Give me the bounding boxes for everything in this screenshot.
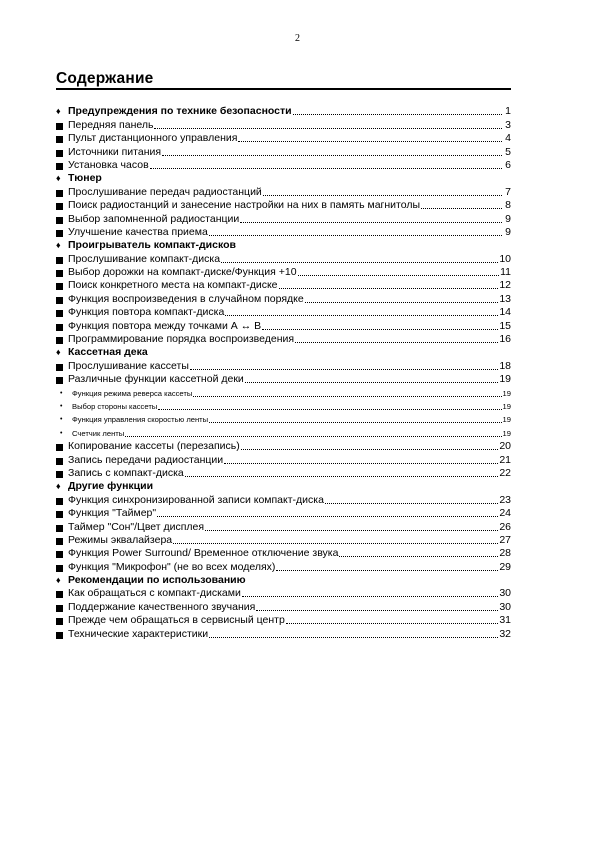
square-bullet-icon [56, 297, 68, 306]
diamond-bullet-icon: ♦ [56, 240, 61, 251]
toc-entry-label: Выбор запомненной радиостанции [68, 212, 240, 225]
toc-entry-page: 14 [499, 306, 511, 319]
square-bullet-icon [56, 217, 68, 226]
dot-leader [242, 595, 498, 597]
toc-entry [56, 145, 511, 158]
toc-entry [56, 547, 511, 560]
toc-entry-label: Установка часов [68, 158, 149, 171]
square-bullet-icon [56, 324, 68, 333]
toc-entry [56, 118, 511, 131]
toc-entry-page: 22 [499, 466, 511, 479]
square-bullet-icon [56, 458, 68, 467]
dot-leader [339, 555, 498, 557]
toc-entry-label: Программирование порядка воспроизведения [68, 333, 295, 346]
dot-leader [286, 622, 499, 624]
toc-entry [56, 266, 511, 279]
toc-entry [56, 159, 511, 172]
square-bullet-icon [56, 444, 68, 453]
toc-entry-label: Запись с компакт-диска [68, 466, 184, 479]
toc-entry-label: Передняя панель [68, 118, 154, 131]
circle-bullet-icon: • [60, 389, 63, 397]
toc-entry [56, 467, 511, 480]
square-bullet-icon [56, 525, 68, 534]
dot-leader [298, 274, 500, 276]
toc-entry-page: 30 [499, 600, 511, 613]
dot-leader [209, 421, 501, 423]
toc-entry-page: 29 [499, 560, 511, 573]
table-of-contents [56, 105, 511, 641]
dot-leader [209, 234, 502, 236]
toc-entry-label: Таймер "Сон"/Цвет дисплея [68, 520, 205, 533]
toc-entry-label: Прежде чем обращаться в сервисный центр [68, 614, 285, 627]
dot-leader [173, 542, 498, 544]
toc-entry-label: Предупреждения по технике безопасности [68, 105, 292, 118]
toc-entry [56, 252, 511, 265]
toc-entry-page: 31 [499, 614, 511, 627]
toc-entry-label: Пульт дистанционного управления [68, 132, 238, 145]
title-underline [56, 88, 511, 90]
dot-leader [125, 435, 501, 437]
circle-bullet-icon: • [60, 416, 63, 424]
toc-entry-page: 1 [505, 105, 511, 118]
toc-entry-label: Функция повтора компакт-диска [68, 306, 225, 319]
toc-entry [56, 279, 511, 292]
toc-entry [56, 413, 511, 426]
dot-leader [209, 636, 498, 638]
toc-entry-label: Технические характеристики [68, 627, 209, 640]
toc-entry [56, 226, 511, 239]
toc-entry-page: 23 [499, 493, 511, 506]
toc-entry-page: 19 [502, 415, 511, 425]
toc-entry [56, 453, 511, 466]
square-bullet-icon [56, 270, 68, 279]
toc-entry-label: Функция "Таймер" [68, 507, 157, 520]
dot-leader [224, 462, 498, 464]
toc-entry-label: Функция повтора между точками А ↔ В [68, 319, 262, 332]
toc-section-heading [56, 239, 511, 252]
toc-section-heading [56, 574, 511, 587]
square-bullet-icon [56, 471, 68, 480]
toc-entry-page: 19 [502, 401, 511, 411]
toc-entry [56, 212, 511, 225]
diamond-bullet-icon: ♦ [56, 575, 61, 586]
toc-entry-label: Выбор дорожки на компакт-диске/Функция +10 [68, 266, 297, 279]
square-bullet-icon [56, 632, 68, 641]
toc-entry-label: Как обращаться с компакт-дисками [68, 587, 241, 600]
toc-entry-page: 15 [499, 319, 511, 332]
dot-leader [221, 261, 498, 263]
toc-entry-page: 5 [505, 145, 511, 158]
dot-leader [205, 529, 498, 531]
toc-entry [56, 292, 511, 305]
toc-entry-page: 28 [499, 547, 511, 560]
diamond-bullet-icon: ♦ [56, 173, 61, 184]
dot-leader [158, 408, 501, 410]
dot-leader [185, 475, 499, 477]
toc-entry-page: 9 [505, 212, 511, 225]
toc-entry [56, 185, 511, 198]
page-title: Содержание [56, 70, 154, 87]
dot-leader [225, 314, 498, 316]
square-bullet-icon [56, 605, 68, 614]
toc-entry-label: Поддержание качественного звучания [68, 600, 256, 613]
dot-leader [421, 207, 502, 209]
toc-entry-label: Режимы эквалайзера [68, 533, 173, 546]
page-number: 2 [295, 33, 300, 44]
toc-entry-page: 7 [505, 185, 511, 198]
square-bullet-icon [56, 190, 68, 199]
toc-entry-label: Другие функции [68, 480, 154, 493]
dot-leader [193, 395, 501, 397]
square-bullet-icon [56, 310, 68, 319]
square-bullet-icon [56, 163, 68, 172]
toc-entry-page: 24 [499, 507, 511, 520]
dot-leader [276, 569, 498, 571]
square-bullet-icon [56, 565, 68, 574]
toc-entry-page: 6 [505, 158, 511, 171]
square-bullet-icon [56, 538, 68, 547]
toc-entry-label: Счетчик ленты [72, 428, 125, 438]
toc-entry-page: 8 [505, 199, 511, 212]
toc-entry [56, 560, 511, 573]
toc-entry [56, 493, 511, 506]
toc-entry [56, 400, 511, 413]
dot-leader [245, 381, 499, 383]
toc-entry-label: Прослушивание передач радиостанций [68, 185, 262, 198]
dot-leader [241, 448, 499, 450]
toc-entry-label: Прослушивание кассеты [68, 359, 189, 372]
toc-entry-page: 30 [499, 587, 511, 600]
toc-entry [56, 440, 511, 453]
toc-entry-page: 18 [499, 359, 511, 372]
square-bullet-icon [56, 511, 68, 520]
toc-entry-label: Функция синхронизированной записи компакт-диска [68, 493, 324, 506]
toc-section-heading [56, 480, 511, 493]
square-bullet-icon [56, 618, 68, 627]
toc-entry-page: 19 [499, 373, 511, 386]
circle-bullet-icon: • [60, 402, 63, 410]
square-bullet-icon [56, 203, 68, 212]
toc-entry-label: Запись передачи радиостанции [68, 453, 224, 466]
dot-leader [256, 609, 498, 611]
square-bullet-icon [56, 364, 68, 373]
toc-entry [56, 587, 511, 600]
toc-entry-label: Поиск конкретного места на компакт-диске [68, 279, 278, 292]
toc-entry-page: 12 [499, 279, 511, 292]
toc-entry [56, 627, 511, 640]
toc-entry [56, 520, 511, 533]
toc-entry [56, 507, 511, 520]
toc-entry [56, 105, 511, 118]
diamond-bullet-icon: ♦ [56, 347, 61, 358]
dot-leader [279, 287, 499, 289]
toc-entry-label: Проигрыватель компакт-дисков [68, 239, 236, 252]
circle-bullet-icon: • [60, 429, 63, 437]
square-bullet-icon [56, 136, 68, 145]
toc-entry-label: Поиск радиостанций и занесение настройки на них в память магнитолы [68, 199, 421, 212]
dot-leader [238, 140, 502, 142]
dot-leader [325, 502, 498, 504]
toc-entry-page: 13 [499, 292, 511, 305]
dot-leader [263, 194, 502, 196]
toc-entry [56, 373, 511, 386]
toc-entry-page: 20 [499, 440, 511, 453]
toc-entry-page: 11 [500, 266, 511, 279]
toc-entry-label: Функция Power Surround/ Временное отключение звука [68, 547, 339, 560]
dot-leader [305, 301, 499, 303]
dot-leader [157, 515, 498, 517]
square-bullet-icon [56, 498, 68, 507]
toc-entry [56, 199, 511, 212]
toc-entry-label: Копирование кассеты (перезапись) [68, 440, 240, 453]
toc-entry-page: 19 [502, 388, 511, 398]
toc-entry-label: Улучшение качества приема [68, 225, 208, 238]
dot-leader [162, 154, 502, 156]
toc-entry-label: Прослушивание компакт-диска [68, 252, 221, 265]
toc-entry-label: Выбор стороны кассеты [72, 401, 158, 411]
square-bullet-icon [56, 377, 68, 386]
toc-entry [56, 359, 511, 372]
dot-leader [240, 221, 502, 223]
toc-entry-page: 26 [499, 520, 511, 533]
toc-entry [56, 132, 511, 145]
toc-entry-label: Различные функции кассетной деки [68, 373, 244, 386]
toc-section-heading [56, 172, 511, 185]
toc-entry-label: Кассетная дека [68, 346, 148, 359]
toc-entry [56, 333, 511, 346]
square-bullet-icon [56, 337, 68, 346]
dot-leader [190, 368, 498, 370]
diamond-bullet-icon: ♦ [56, 106, 61, 117]
toc-entry-label: Функция воспроизведения в случайном порядке [68, 292, 304, 305]
diamond-bullet-icon: ♦ [56, 481, 61, 492]
toc-entry-label: Тюнер [68, 172, 102, 185]
toc-entry-page: 21 [499, 453, 511, 466]
square-bullet-icon [56, 591, 68, 600]
square-bullet-icon [56, 283, 68, 292]
toc-entry-page: 4 [505, 132, 511, 145]
toc-entry [56, 319, 511, 332]
toc-entry-page: 3 [505, 118, 511, 131]
toc-entry-label: Функция режима реверса кассеты [72, 388, 193, 398]
dot-leader [293, 113, 502, 115]
toc-entry [56, 306, 511, 319]
square-bullet-icon [56, 123, 68, 132]
dot-leader [262, 328, 498, 330]
toc-entry-page: 27 [499, 533, 511, 546]
toc-entry-label: Функция "Микрофон" (не во всех моделях) [68, 560, 276, 573]
square-bullet-icon [56, 150, 68, 159]
toc-entry-label: Источники питания [68, 145, 162, 158]
toc-entry [56, 386, 511, 399]
toc-entry-page: 16 [499, 333, 511, 346]
toc-entry [56, 426, 511, 439]
toc-entry-label: Функция управления скоростью ленты [72, 415, 209, 425]
toc-entry [56, 600, 511, 613]
toc-entry-page: 32 [499, 627, 511, 640]
square-bullet-icon [56, 230, 68, 239]
toc-entry-page: 19 [502, 428, 511, 438]
toc-entry-page: 9 [505, 225, 511, 238]
toc-section-heading [56, 346, 511, 359]
dot-leader [295, 341, 498, 343]
toc-entry [56, 534, 511, 547]
square-bullet-icon [56, 257, 68, 266]
dot-leader [154, 127, 502, 129]
toc-entry-page: 10 [499, 252, 511, 265]
toc-entry [56, 614, 511, 627]
dot-leader [150, 167, 502, 169]
square-bullet-icon [56, 551, 68, 560]
toc-entry-label: Рекомендации по использованию [68, 574, 246, 587]
